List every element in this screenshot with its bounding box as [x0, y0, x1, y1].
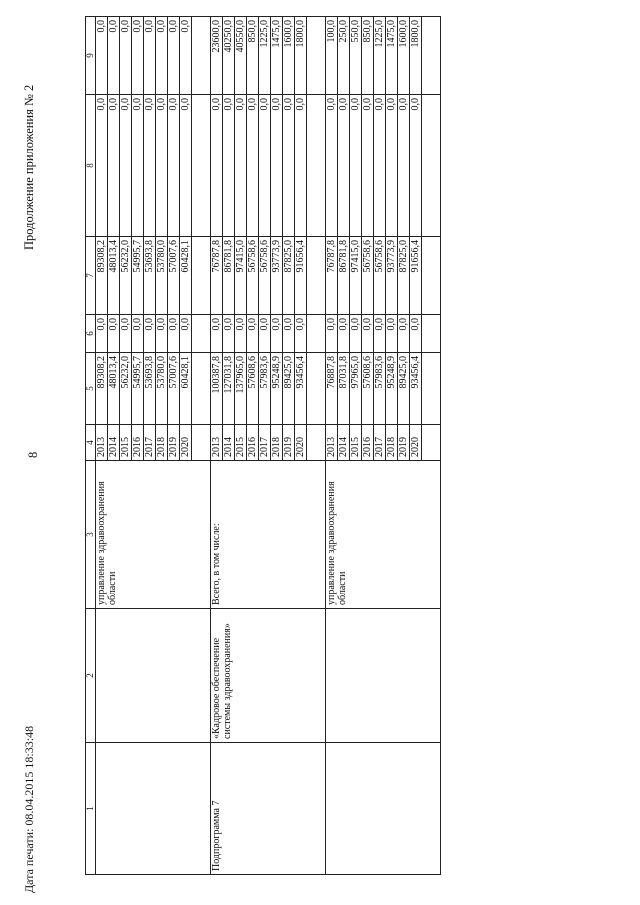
value-cell: 0,0: [386, 315, 398, 353]
value-cell: 0,0: [338, 315, 350, 353]
empty-cell: [422, 353, 441, 425]
value-cell: 0,0: [338, 95, 350, 237]
value-cell: 60428,1: [180, 353, 192, 425]
empty-cell: [307, 353, 326, 425]
executor-cell: управление здравоохранения области: [96, 461, 211, 609]
value-cell: 0,0: [362, 95, 374, 237]
value-cell: 23600,0: [211, 17, 223, 95]
value-cell: 0,0: [211, 95, 223, 237]
value-cell: 0,0: [271, 315, 283, 353]
value-cell: 48013,4: [108, 353, 120, 425]
value-cell: 0,0: [96, 315, 108, 353]
year-cell: 2019: [283, 425, 295, 461]
value-cell: 0,0: [247, 95, 259, 237]
value-cell: 57983,6: [259, 353, 271, 425]
table-row: [211, 17, 223, 875]
value-cell: 1225,0: [374, 17, 386, 95]
value-cell: 0,0: [259, 95, 271, 237]
year-cell: 2020: [295, 425, 307, 461]
value-cell: 1475,0: [386, 17, 398, 95]
year-cell: 2017: [259, 425, 271, 461]
year-cell: 2016: [247, 425, 259, 461]
value-cell: 0,0: [283, 95, 295, 237]
value-cell: 86781,8: [223, 237, 235, 315]
print-date: Дата печати: 08.04.2015 18:33:48: [22, 725, 36, 893]
year-cell: 2016: [132, 425, 144, 461]
value-cell: 40250,0: [223, 17, 235, 95]
value-cell: 0,0: [259, 315, 271, 353]
value-cell: 0,0: [386, 95, 398, 237]
empty-cell: [192, 237, 211, 315]
value-cell: 91656,4: [295, 237, 307, 315]
value-cell: 48013,4: [108, 237, 120, 315]
column-number: 4: [86, 425, 96, 461]
empty-cell: [422, 17, 441, 95]
value-cell: 0,0: [120, 315, 132, 353]
value-cell: 97415,0: [350, 237, 362, 315]
empty-cell: [307, 17, 326, 95]
value-cell: 86781,8: [338, 237, 350, 315]
column-number: 1: [86, 743, 96, 875]
value-cell: 76787,8: [326, 237, 338, 315]
executor-cell: Всего, в том числе:: [211, 461, 326, 609]
value-cell: 93456,4: [295, 353, 307, 425]
value-cell: 93773,9: [386, 237, 398, 315]
empty-cell: [192, 17, 211, 95]
value-cell: 57983,6: [374, 353, 386, 425]
budget-table: [85, 16, 441, 875]
year-cell: 2013: [326, 425, 338, 461]
value-cell: 53693,8: [144, 353, 156, 425]
empty-cell: [307, 425, 326, 461]
empty-cell: [422, 315, 441, 353]
value-cell: 0,0: [235, 95, 247, 237]
value-cell: 53780,0: [156, 237, 168, 315]
value-cell: 0,0: [120, 17, 132, 95]
value-cell: 53780,0: [156, 353, 168, 425]
empty-cell: [192, 315, 211, 353]
value-cell: 0,0: [283, 315, 295, 353]
value-cell: 0,0: [180, 17, 192, 95]
value-cell: 57007,6: [168, 237, 180, 315]
value-cell: 97415,0: [235, 237, 247, 315]
table-row: [326, 17, 338, 875]
empty-cell: [192, 353, 211, 425]
value-cell: 89425,0: [283, 353, 295, 425]
value-cell: 0,0: [410, 315, 422, 353]
year-cell: 2019: [398, 425, 410, 461]
value-cell: 0,0: [156, 315, 168, 353]
value-cell: 0,0: [96, 17, 108, 95]
year-cell: 2018: [156, 425, 168, 461]
value-cell: 95248,9: [271, 353, 283, 425]
program-cell: [96, 743, 211, 875]
value-cell: 1475,0: [271, 17, 283, 95]
value-cell: 40550,0: [235, 17, 247, 95]
year-cell: 2020: [410, 425, 422, 461]
value-cell: 0,0: [295, 315, 307, 353]
value-cell: 250,0: [338, 17, 350, 95]
year-cell: 2017: [144, 425, 156, 461]
column-number: 2: [86, 609, 96, 743]
value-cell: 89308,2: [96, 237, 108, 315]
table-row: [96, 17, 108, 875]
value-cell: 0,0: [156, 17, 168, 95]
value-cell: 0,0: [326, 95, 338, 237]
empty-cell: [422, 237, 441, 315]
value-cell: 0,0: [398, 95, 410, 237]
value-cell: 0,0: [398, 315, 410, 353]
value-cell: 0,0: [362, 315, 374, 353]
column-number: 8: [86, 95, 96, 237]
value-cell: 137965,0: [235, 353, 247, 425]
year-cell: 2013: [96, 425, 108, 461]
value-cell: 0,0: [132, 95, 144, 237]
value-cell: 0,0: [120, 95, 132, 237]
value-cell: 57007,6: [168, 353, 180, 425]
value-cell: 95248,9: [386, 353, 398, 425]
value-cell: 56758,6: [374, 237, 386, 315]
value-cell: 87825,0: [283, 237, 295, 315]
value-cell: 54995,7: [132, 353, 144, 425]
column-number: 5: [86, 353, 96, 425]
empty-cell: [422, 425, 441, 461]
page-number: 8: [26, 451, 40, 458]
program-cell: Подпрограмма 7: [211, 743, 326, 875]
value-cell: 0,0: [235, 315, 247, 353]
value-cell: 0,0: [132, 315, 144, 353]
year-cell: 2018: [271, 425, 283, 461]
year-cell: 2014: [223, 425, 235, 461]
value-cell: 87825,0: [398, 237, 410, 315]
year-cell: 2015: [120, 425, 132, 461]
year-cell: 2015: [235, 425, 247, 461]
value-cell: 0,0: [108, 95, 120, 237]
value-cell: 0,0: [374, 315, 386, 353]
value-cell: 53693,8: [144, 237, 156, 315]
value-cell: 97965,0: [350, 353, 362, 425]
year-cell: 2015: [350, 425, 362, 461]
value-cell: 89308,2: [96, 353, 108, 425]
column-number: 9: [86, 17, 96, 95]
value-cell: 0,0: [132, 17, 144, 95]
value-cell: 850,0: [247, 17, 259, 95]
year-cell: 2014: [338, 425, 350, 461]
value-cell: 100,0: [326, 17, 338, 95]
value-cell: 91656,4: [410, 237, 422, 315]
year-cell: 2014: [108, 425, 120, 461]
value-cell: 0,0: [271, 95, 283, 237]
year-cell: 2016: [362, 425, 374, 461]
value-cell: 100387,8: [211, 353, 223, 425]
value-cell: 1800,0: [295, 17, 307, 95]
year-cell: 2019: [168, 425, 180, 461]
value-cell: 0,0: [108, 315, 120, 353]
value-cell: 1800,0: [410, 17, 422, 95]
year-cell: 2020: [180, 425, 192, 461]
value-cell: 93456,4: [410, 353, 422, 425]
value-cell: 93773,9: [271, 237, 283, 315]
value-cell: 0,0: [223, 315, 235, 353]
value-cell: 0,0: [144, 17, 156, 95]
year-cell: 2018: [386, 425, 398, 461]
column-number: 7: [86, 237, 96, 315]
year-cell: 2017: [374, 425, 386, 461]
value-cell: 60428,1: [180, 237, 192, 315]
value-cell: 0,0: [350, 315, 362, 353]
value-cell: 0,0: [144, 315, 156, 353]
value-cell: 0,0: [144, 95, 156, 237]
value-cell: 127031,8: [223, 353, 235, 425]
value-cell: 0,0: [108, 17, 120, 95]
page-title: Продолжение приложения № 2: [22, 84, 36, 250]
table-body: [96, 17, 441, 875]
program-name-cell: [326, 609, 441, 743]
value-cell: 0,0: [410, 95, 422, 237]
value-cell: 0,0: [168, 315, 180, 353]
value-cell: 1600,0: [283, 17, 295, 95]
value-cell: 89425,0: [398, 353, 410, 425]
empty-cell: [307, 95, 326, 237]
value-cell: 0,0: [326, 315, 338, 353]
year-cell: 2013: [211, 425, 223, 461]
value-cell: 0,0: [168, 95, 180, 237]
value-cell: 76887,8: [326, 353, 338, 425]
program-name-cell: [96, 609, 211, 743]
program-name-cell: «Кадровое обеспечение системы здравоохранения»: [211, 609, 326, 743]
column-number-row: [86, 17, 96, 875]
value-cell: 0,0: [295, 95, 307, 237]
value-cell: 0,0: [211, 315, 223, 353]
value-cell: 1600,0: [398, 17, 410, 95]
executor-cell: управление здравоохранения области: [326, 461, 441, 609]
value-cell: 0,0: [223, 95, 235, 237]
value-cell: 54995,7: [132, 237, 144, 315]
value-cell: 0,0: [247, 315, 259, 353]
value-cell: 0,0: [180, 315, 192, 353]
value-cell: 1225,0: [259, 17, 271, 95]
value-cell: 0,0: [168, 17, 180, 95]
value-cell: 850,0: [362, 17, 374, 95]
column-number: 3: [86, 461, 96, 609]
column-number: 6: [86, 315, 96, 353]
value-cell: 0,0: [350, 95, 362, 237]
value-cell: 57608,6: [362, 353, 374, 425]
value-cell: 56758,6: [259, 237, 271, 315]
value-cell: 56232,0: [120, 237, 132, 315]
value-cell: 56232,0: [120, 353, 132, 425]
value-cell: 0,0: [180, 95, 192, 237]
empty-cell: [422, 95, 441, 237]
value-cell: 0,0: [96, 95, 108, 237]
value-cell: 56758,6: [362, 237, 374, 315]
empty-cell: [192, 425, 211, 461]
empty-cell: [307, 237, 326, 315]
empty-cell: [307, 315, 326, 353]
value-cell: 56758,6: [247, 237, 259, 315]
value-cell: 57608,6: [247, 353, 259, 425]
value-cell: 550,0: [350, 17, 362, 95]
program-cell: [326, 743, 441, 875]
value-cell: 0,0: [156, 95, 168, 237]
value-cell: 87031,8: [338, 353, 350, 425]
value-cell: 0,0: [374, 95, 386, 237]
value-cell: 76787,8: [211, 237, 223, 315]
empty-cell: [192, 95, 211, 237]
